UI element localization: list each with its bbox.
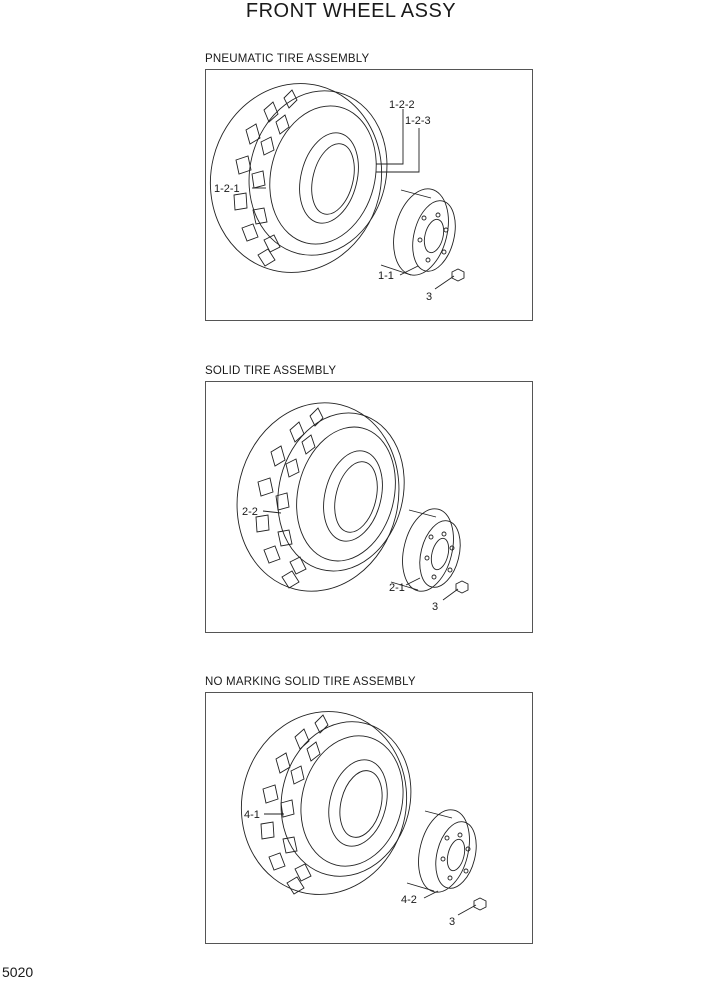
page-title: FRONT WHEEL ASSY — [245, 0, 457, 22]
callout-4-2: 4-2 — [401, 894, 417, 906]
diagram-panel-solid — [205, 381, 533, 633]
page-number: 5020 — [2, 964, 34, 980]
pneumatic-wheel-drawing — [206, 70, 532, 320]
callout-2-1: 2-1 — [389, 582, 405, 594]
no-marking-wheel-drawing — [206, 693, 532, 943]
section-label-no-marking: NO MARKING SOLID TIRE ASSEMBLY — [205, 676, 416, 688]
callout-4-1: 4-1 — [244, 809, 260, 821]
callout-2-2: 2-2 — [242, 506, 258, 518]
callout-3-solid: 3 — [432, 601, 439, 613]
diagram-panel-pneumatic — [205, 69, 533, 321]
callout-1-1: 1-1 — [378, 270, 394, 282]
callout-1-2-2: 1-2-2 — [389, 99, 415, 111]
solid-wheel-drawing — [206, 382, 532, 632]
callout-1-2-3: 1-2-3 — [405, 115, 431, 127]
section-label-solid: SOLID TIRE ASSEMBLY — [205, 365, 337, 377]
callout-1-2-1: 1-2-1 — [214, 183, 240, 195]
callout-3-no-marking: 3 — [449, 916, 456, 928]
callout-3-pneumatic: 3 — [426, 291, 433, 303]
diagram-panel-no-marking — [205, 692, 533, 944]
section-label-pneumatic: PNEUMATIC TIRE ASSEMBLY — [205, 53, 370, 65]
